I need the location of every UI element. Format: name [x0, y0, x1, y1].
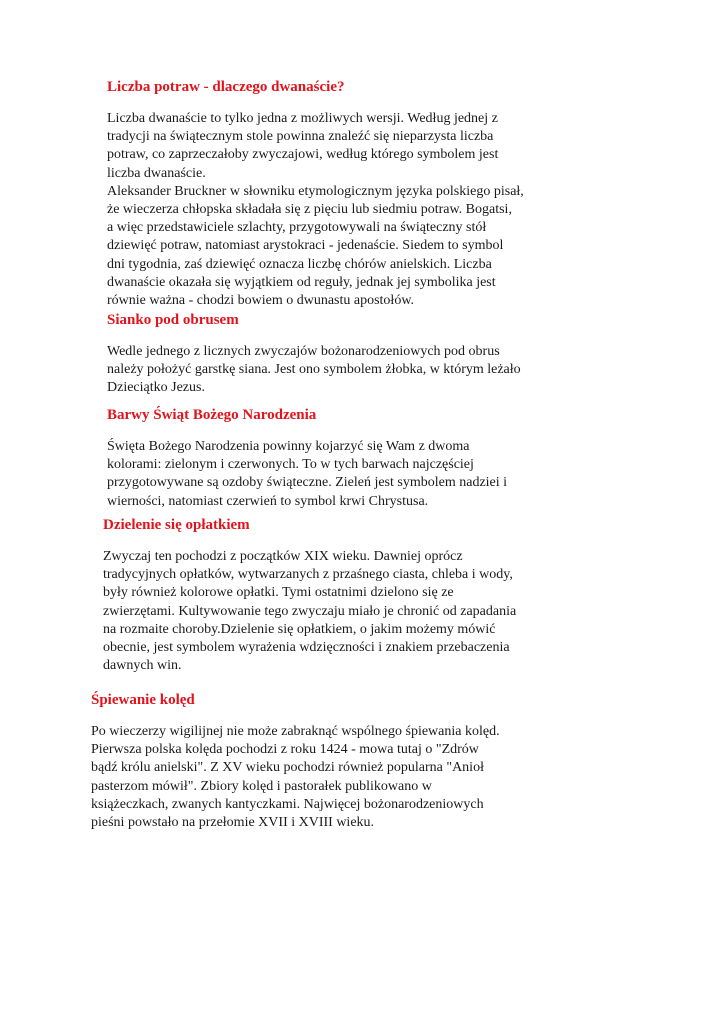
- section-sharing-wafer: [103, 516, 573, 675]
- section-number-of-dishes: [107, 78, 577, 310]
- section-hay-under-tablecloth: [107, 311, 577, 398]
- section-heading: Liczba potraw - dlaczego dwanaście?: [107, 79, 345, 95]
- section-body: Zwyczaj ten pochodzi z początków XIX wieku. Dawniej oprócz tradycyjnych opłatków, wytwarzanych z przaśnego ciasta, chleba i wody, były również kolorowe opłatki. Tymi ostatnimi dzielono się ze zwierzętami. Kultywowanie tego zwyczaju miało je chronić od zapadania na rozmaite choroby.Dzielenie się opłatkiem, o jakim możemy mówić obecnie, jest symbolem wyrażenia wdzięczności i znakiem przebaczenia dawnych win.: [103, 549, 517, 674]
- section-heading: Barwy Świąt Bożego Narodzenia: [107, 407, 317, 423]
- section-body: Wedle jednego z licznych zwyczajów bożonarodzeniowych pod obrus należy położyć garstkę siana. Jest ono symbolem żłobka, w którym leżało Dzieciątko Jezus.: [107, 344, 521, 396]
- section-body: Święta Bożego Narodzenia powinny kojarzyć się Wam z dwoma kolorami: zielonym i czerwonych. To w tych barwach najczęściej przygotowywane są ozdoby świąteczne. Zieleń jest symbolem nadziei i wierności, natomiast czerwień to symbol krwi Chrystusa.: [107, 439, 508, 509]
- section-singing-carols: [91, 691, 581, 832]
- section-heading: Śpiewanie kolęd: [91, 692, 195, 708]
- section-christmas-colors: [107, 406, 577, 511]
- section-heading: Sianko pod obrusem: [107, 312, 239, 328]
- section-body: Po wieczerzy wigilijnej nie może zabraknąć wspólnego śpiewania kolęd. Pierwsza polska kolęda pochodzi z roku 1424 - mowa tutaj o "Zdrów bądź królu anielski". Z XV wieku pochodzi również popularna "Anioł pasterzom mówił". Zbiory kolęd i pastorałek publikowano w książeczkach, zwanych kantyczkami. Najwięcej bożonarodzeniowych pieśni powstało na przełomie XVII i XVIII wieku.: [91, 724, 500, 831]
- section-heading: Dzielenie się opłatkiem: [103, 517, 250, 533]
- section-body: Liczba dwanaście to tylko jedna z możliwych wersji. Według jednej z tradycji na świątecznym stole powinna znaleźć się nieparzysta liczba potraw, co zaprzeczałoby zwyczajowi, według którego symbolem jest liczba dwanaście. Aleksander Bruckner w słowniku etymologicznym języka polskiego pisał, że wieczerza chłopska składała się z pięciu lub siedmiu potraw. Bogatsi, a więc przedstawiciele szlachty, przygotowywali na świąteczny stół dziewięć potraw, natomiast arystokraci - jedenaście. Siedem to symbol dni tygodnia, zaś dziewięć oznacza liczbę chórów anielskich. Liczba dwanaście okazała się wyjątkiem od reguły, jednak jej symbolika jest równie ważna - chodzi bowiem o dwunastu apostołów.: [107, 111, 524, 309]
